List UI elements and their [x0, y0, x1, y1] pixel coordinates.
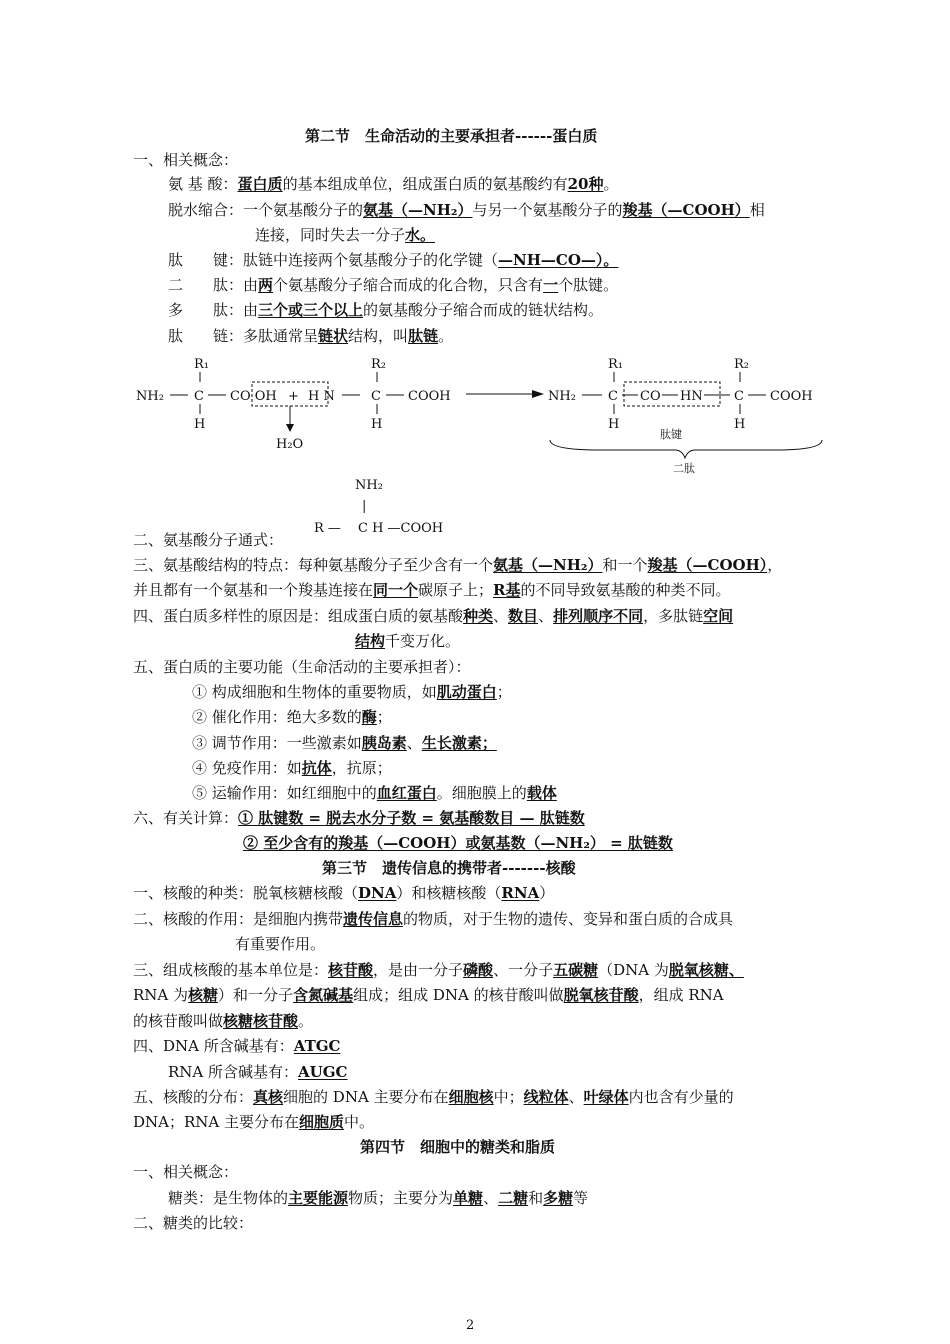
section3-heading-5: 五、核酸的分布：真核细胞的 DNA 主要分布在细胞核中；线粒体、叶绿体内也含有少量的: [133, 1088, 734, 1106]
section3-heading-1: 一、核酸的种类：脱氧核糖核酸（DNA）和核糖核酸（RNA）: [133, 884, 555, 902]
section2-heading-5: 五、蛋白质的主要功能（生命活动的主要承担者）：: [133, 658, 471, 676]
amino-acid-line: 氨 基 酸：蛋白质的基本组成单位，组成蛋白质的氨基酸约有20种。: [168, 175, 619, 193]
formula-r: R —: [314, 521, 341, 536]
section4-heading-1: 一、相关概念：: [133, 1163, 239, 1181]
section3-heading-3: 三、组成核酸的基本单位是：核苷酸，是由一分子磷酸、一分子五碳糖（DNA 为脱氧核糖、: [133, 961, 744, 979]
svg-text:R₁: R₁: [608, 357, 623, 372]
svg-text:H: H: [608, 417, 620, 432]
condensation-diagram: [130, 352, 830, 474]
section4-title: 第四节 细胞中的糖类和脂质: [360, 1138, 556, 1156]
peptide-chain-line: 肽 链：多肽通常呈链状结构，叫肽链。: [168, 327, 454, 345]
svg-text:CO: CO: [640, 389, 661, 404]
formula-nh2: NH₂: [355, 478, 383, 493]
svg-text:+: +: [288, 389, 299, 404]
section2-heading-1: 一、相关概念：: [133, 151, 239, 169]
polypeptide-line: 多 肽：由三个或三个以上的氨基酸分子缩合而成的链状结构。: [168, 301, 604, 319]
formula-bar: |: [362, 499, 367, 514]
svg-text:H: H: [734, 417, 746, 432]
section2-heading-3: 三、氨基酸结构的特点：每种氨基酸分子至少含有一个氨基（—NH₂）和一个羧基（—COOH），: [133, 556, 783, 574]
section3-heading-3-cont: RNA 为核糖）和一分子含氮碱基组成；组成 DNA 的核苷酸叫做脱氧核苷酸，组成 RNA: [133, 986, 724, 1004]
calculation-2: ② 至少含有的羧基（—COOH）或氨基数（—NH₂） = 肽链数: [243, 834, 673, 852]
function-4: ④ 免疫作用：如抗体，抗原；: [192, 759, 392, 777]
section2-heading-3-cont: 并且都有一个氨基和一个羧基连接在同一个碳原子上；R基的不同导致氨基酸的种类不同。: [133, 581, 731, 599]
diagram-dipeptide-label: 二肽: [673, 462, 695, 474]
section3-heading-2: 二、核酸的作用：是细胞内携带遗传信息的物质，对于生物的遗传、变异和蛋白质的合成具: [133, 910, 734, 928]
svg-text:C: C: [734, 389, 744, 404]
function-3: ③ 调节作用：一些激素如胰岛素、生长激素；: [192, 734, 497, 752]
diagram-r1: R₁: [194, 357, 209, 372]
svg-text:HN: HN: [680, 389, 703, 404]
section2-heading-2: 二、氨基酸分子通式：: [133, 531, 284, 549]
section2-title: 第二节 生命活动的主要承担者------蛋白质: [305, 127, 598, 145]
svg-text:C: C: [608, 389, 618, 404]
peptide-bond-line: 肽 键：肽链中连接两个氨基酸分子的化学键（—NH—CO—）。: [168, 251, 619, 269]
function-5: ⑤ 运输作用：如红细胞中的血红蛋白。细胞膜上的载体: [192, 784, 557, 802]
diagram-nh2-left: NH₂: [136, 389, 164, 404]
diagram-water: H₂O: [276, 437, 304, 452]
section3-heading-2-cont: 有重要作用。: [235, 935, 326, 953]
section3-heading-4: 四、DNA 所含碱基有：ATGC: [133, 1037, 341, 1055]
section2-heading-4: 四、蛋白质多样性的原因是：组成蛋白质的氨基酸种类、数目、排列顺序不同，多肽链空间: [133, 607, 734, 625]
svg-text:C: C: [194, 389, 204, 404]
svg-text:COOH: COOH: [770, 389, 813, 404]
page-number: 2: [466, 1318, 475, 1333]
diagram-nh2-right: NH₂: [548, 389, 576, 404]
svg-text:R₂: R₂: [371, 357, 386, 372]
formula-ch-cooh: C H —COOH: [358, 521, 444, 536]
function-1: ① 构成细胞和生物体的重要物质，如肌动蛋白；: [192, 683, 512, 701]
section3-heading-3-cont2: 的核苷酸叫做核糖核苷酸。: [133, 1012, 314, 1030]
svg-text:H N: H N: [308, 389, 335, 404]
dehydration-line-1: 脱水缩合：一个氨基酸分子的氨基（—NH₂）与另一个氨基酸分子的羧基（—COOH）相: [168, 201, 765, 219]
sugar-definition: 糖类：是生物体的主要能源物质；主要分为单糖、二糖和多糖等: [168, 1189, 589, 1207]
diagram-co-oh: CO OH: [230, 389, 277, 404]
svg-text:H: H: [194, 417, 206, 432]
svg-text:C: C: [371, 389, 381, 404]
section3-rna-bases: RNA 所含碱基有：AUGC: [168, 1063, 348, 1081]
section3-heading-5-cont: DNA；RNA 主要分布在细胞质中。: [133, 1113, 375, 1131]
svg-text:R₂: R₂: [734, 357, 749, 372]
dipeptide-line: 二 肽：由两个氨基酸分子缩合而成的化合物，只含有一个肽键。: [168, 276, 619, 294]
dehydration-line-2: 连接，同时失去一分子水。: [255, 226, 436, 244]
section2-heading-4-cont: 结构千变万化。: [355, 632, 461, 650]
section3-title: 第三节 遗传信息的携带者-------核酸: [322, 859, 576, 877]
function-2: ② 催化作用：绝大多数的酶；: [192, 708, 392, 726]
section4-heading-2: 二、糖类的比较：: [133, 1214, 254, 1232]
section2-heading-6: 六、有关计算：① 肽键数 = 脱去水分子数 = 氨基酸数目 — 肽链数: [133, 809, 585, 827]
svg-text:H: H: [371, 417, 383, 432]
diagram-peptide-bond-label: 肽键: [660, 428, 682, 441]
svg-text:COOH: COOH: [408, 389, 451, 404]
